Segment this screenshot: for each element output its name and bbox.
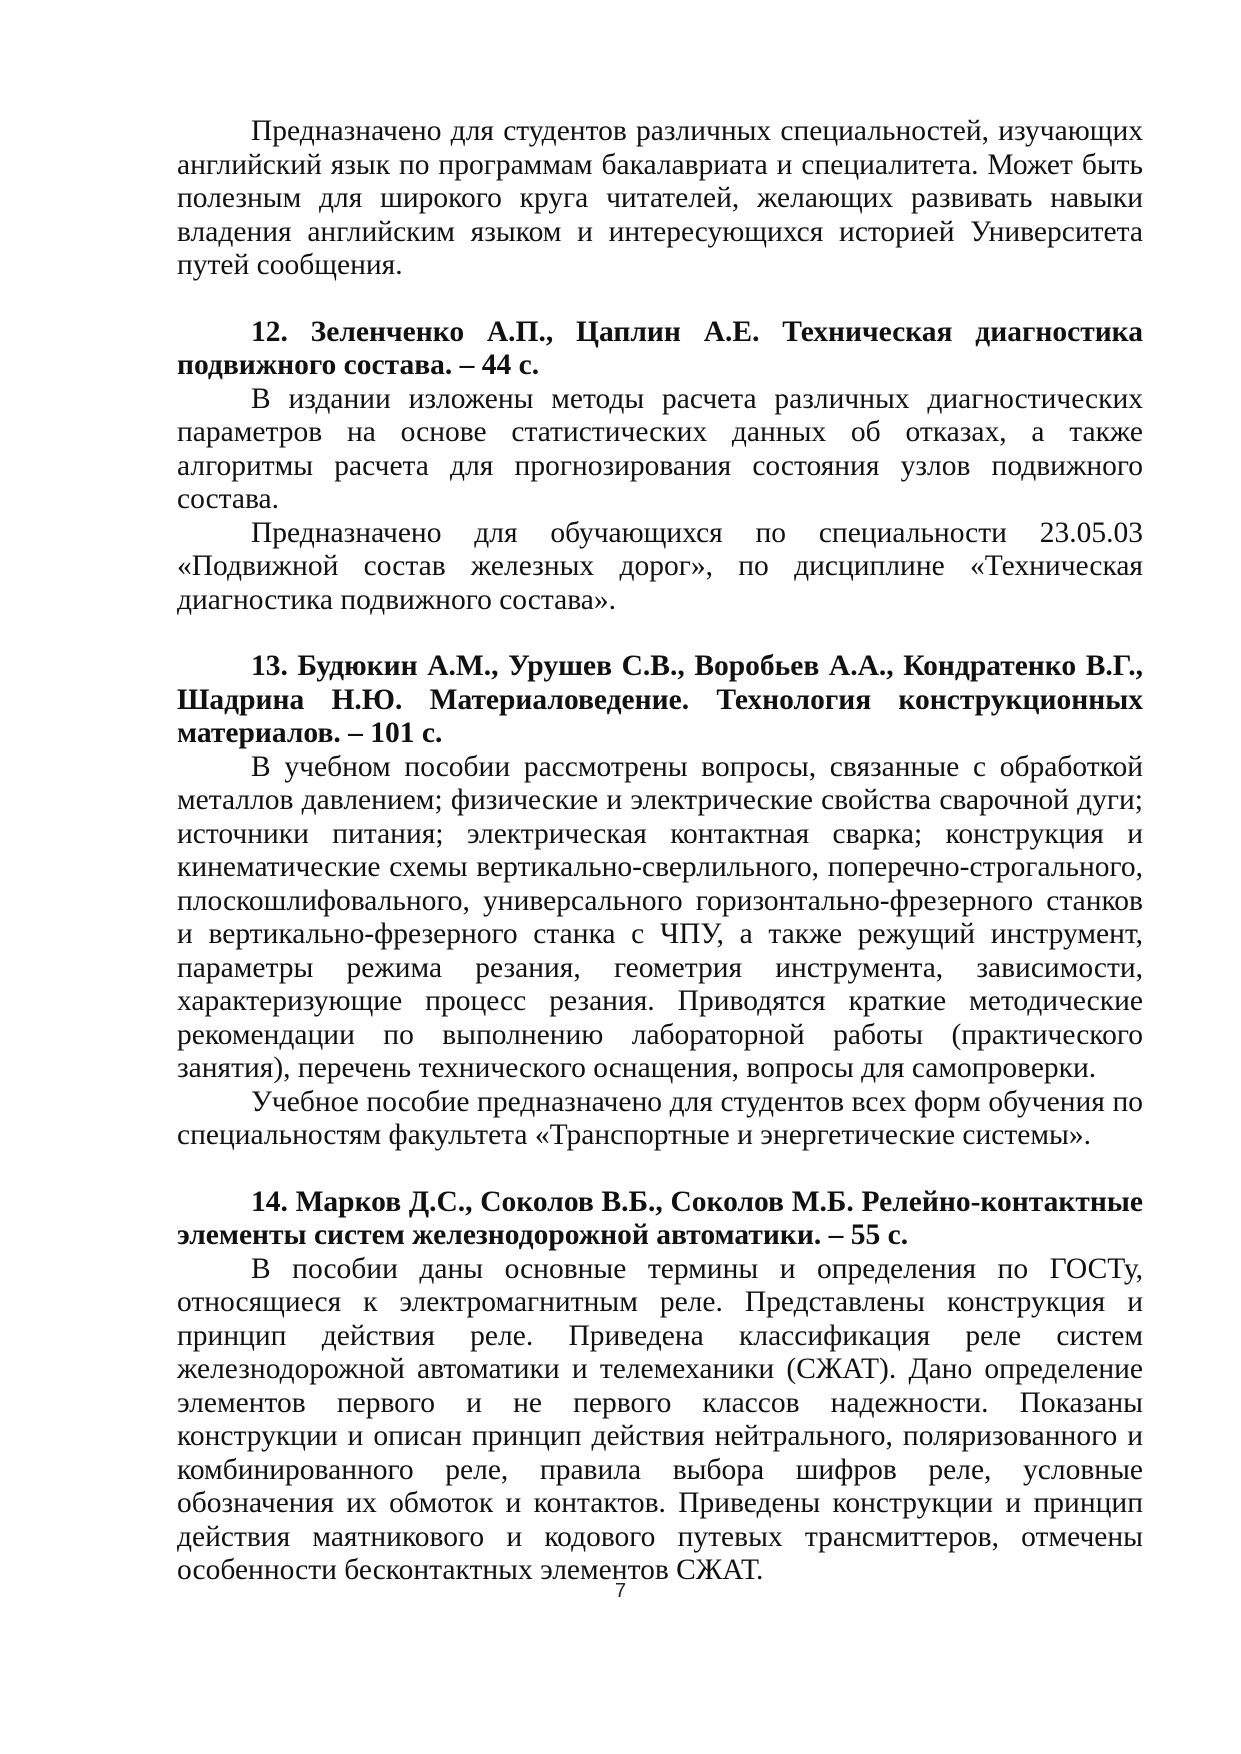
- entry-heading: 12. Зеленченко А.П., Цаплин А.Е. Техническая диагностика подвижного состава. – 44 с.: [177, 315, 1143, 381]
- section-gap: [177, 1153, 1143, 1186]
- page-number: 7: [614, 1580, 627, 1602]
- entry-heading: 14. Марков Д.С., Соколов В.Б., Соколов М.Б. Релейно-контактные элементы систем железнодорожной автоматики. – 55 с.: [177, 1185, 1143, 1251]
- continuation-paragraph: Предназначено для студентов различных специальностей, изучающих английский язык по программам бакалавриата и специалитета. Может быть полезным для широкого круга читателей, желающих развивать навыки владения английским языком и интересующихся историей Университета путей сообщения.: [177, 115, 1143, 281]
- catalog-entry-14: [177, 1186, 1143, 1588]
- entry-paragraph: В издании изложены методы расчета различных диагностических параметров на основе статистических данных об отказах, а также алгоритмы расчета для прогнозирования состояния узлов подвижного состава.: [177, 382, 1143, 515]
- section-gap: [177, 283, 1143, 316]
- entry-paragraph: Предназначено для обучающихся по специальности 23.05.03 «Подвижной состав железных дорог», по дисциплине «Техническая диагностика подвижного состава».: [177, 516, 1143, 616]
- entry-paragraph: Учебное пособие предназначено для студентов всех форм обучения по специальностям факультета «Транспортные и энергетические системы».: [177, 1085, 1143, 1151]
- entry-heading: 13. Будюкин А.М., Урушев С.В., Воробьев А.А., Кондратенко В.Г., Шадрина Н.Ю. Материаловедение. Технология конструкционных материалов. – 101 с.: [177, 650, 1143, 749]
- entry-paragraph: В учебном пособии рассмотрены вопросы, связанные с обработкой металлов давлением; физические и электрические свойства сварочной дуги; источники питания; электрическая контактная сварка; конструкция и кинематические схемы вертикально-сверлильного, поперечно-строгального, плоскошлифовального, универсального горизонтально-фрезерного станков и вертикально-фрезерного станка с ЧПУ, а также режущий инструмент, параметры режима резания, геометрия инструмента, зависимости, характеризующие процесс резания. Приводятся краткие методические рекомендации по выполнению лабораторной работы (практического занятия), перечень технического оснащения, вопросы для самопроверки.: [177, 750, 1143, 1084]
- catalog-entry-13: [177, 650, 1143, 1153]
- document-body: [177, 115, 1143, 1588]
- catalog-entry-12: [177, 316, 1143, 618]
- entry-paragraph: В пособии даны основные термины и определения по ГОСТу, относящиеся к электромагнитным реле. Представлены конструкция и принцип действия реле. Приведена классификация реле систем железнодорожной автоматики и телемеханики (СЖАТ). Дано определение элементов первого и не первого классов надежности. Показаны конструкции и описан принцип действия нейтрального, поляризованного и комбинированного реле, правила выбора шифров реле, условные обозначения их обмоток и контактов. Приведены конструкции и принцип действия маятникового и кодового путевых трансмиттеров, отмечены особенности бесконтактных элементов СЖАТ.: [177, 1252, 1143, 1586]
- section-gap: [177, 617, 1143, 650]
